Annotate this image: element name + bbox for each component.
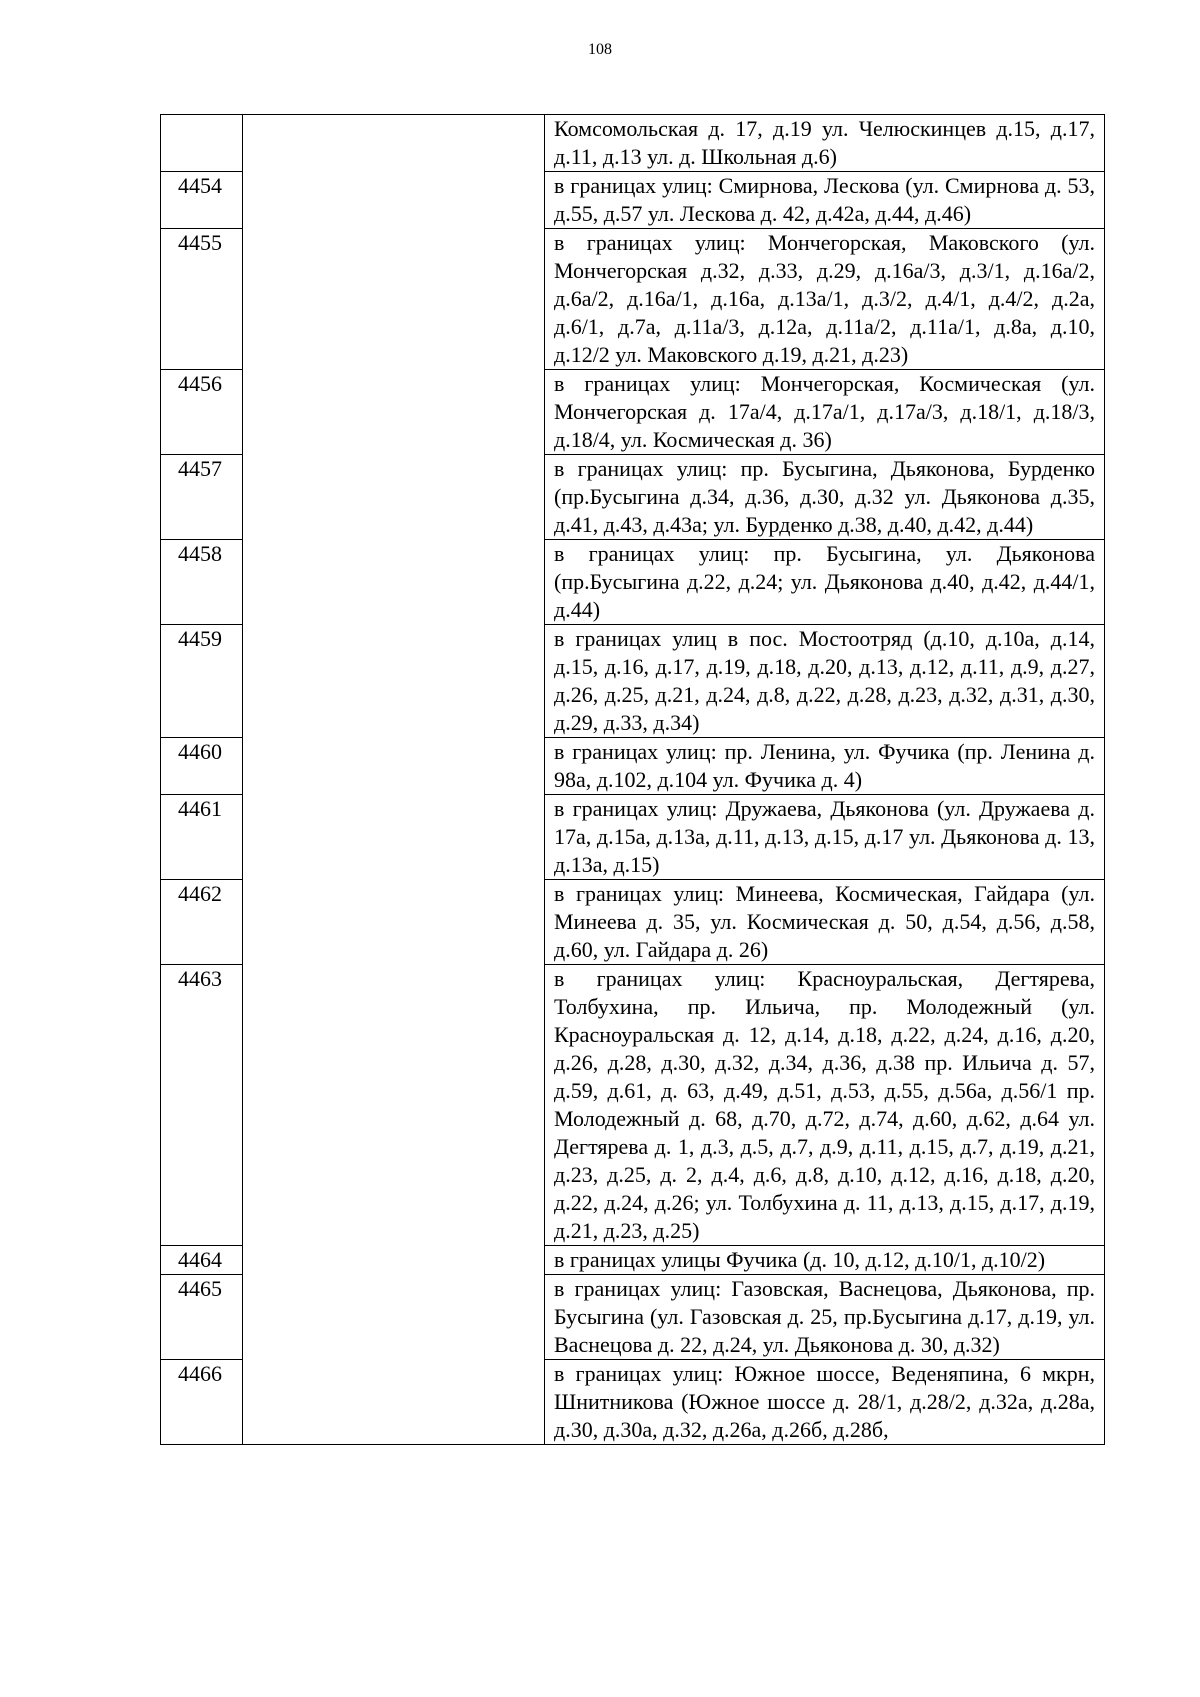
boundary-description-cell: в границах улиц: пр. Бусыгина, Дьяконова, Бурденко (пр.Бусыгина д.34, д.36, д.30, д.32 ул. Дьяконова д.35, д.41, д.43, д.43а; ул. Бурденко д.38, д.40, д.42, д.44) xyxy=(545,455,1105,540)
boundary-description-cell: в границах улиц в пос. Мостоотряд (д.10, д.10а, д.14, д.15, д.16, д.17, д.19, д.18, д.20, д.13, д.12, д.11, д.9, д.27, д.26, д.25, д.21, д.24, д.8, д.22, д.28, д.23, д.32, д.31, д.30, д.29, д.33, д.34) xyxy=(545,625,1105,738)
precinct-number-cell: 4455 xyxy=(161,229,243,370)
empty-cell xyxy=(243,172,545,229)
table-row xyxy=(161,115,1105,172)
boundary-description-cell: в границах улиц: пр. Ленина, ул. Фучика (пр. Ленина д. 98а, д.102, д.104 ул. Фучика д. 4) xyxy=(545,738,1105,795)
empty-cell xyxy=(243,370,545,455)
empty-cell xyxy=(243,1275,545,1360)
table-row xyxy=(161,738,1105,795)
boundary-description-cell: в границах улиц: пр. Бусыгина, ул. Дьяконова (пр.Бусыгина д.22, д.24; ул. Дьяконова д.40, д.42, д.44/1, д.44) xyxy=(545,540,1105,625)
address-table xyxy=(160,114,1105,1445)
precinct-number-cell: 4466 xyxy=(161,1360,243,1445)
table-row xyxy=(161,229,1105,370)
table-row xyxy=(161,1246,1105,1275)
boundary-description-cell: в границах улиц: Мончегорская, Маковского (ул. Мончегорская д.32, д.33, д.29, д.16а/3, д.3/1, д.16а/2, д.6а/2, д.16а/1, д.16а, д.13а/1, д.3/2, д.4/1, д.4/2, д.2а, д.6/1, д.7а, д.11а/3, д.12а, д.11а/2, д.11а/1, д.8а, д.10, д.12/2 ул. Маковского д.19, д.21, д.23) xyxy=(545,229,1105,370)
boundary-description-cell: в границах улиц: Дружаева, Дьяконова (ул. Дружаева д. 17а, д.15а, д.13а, д.11, д.13, д.15, д.17 ул. Дьяконова д. 13, д.13а, д.15) xyxy=(545,795,1105,880)
precinct-number-cell: 4454 xyxy=(161,172,243,229)
table-row xyxy=(161,370,1105,455)
precinct-number-cell: 4457 xyxy=(161,455,243,540)
boundary-description-cell: в границах улиц: Газовская, Васнецова, Дьяконова, пр. Бусыгина (ул. Газовская д. 25, пр.Бусыгина д.17, д.19, ул. Васнецова д. 22, д.24, ул. Дьяконова д. 30, д.32) xyxy=(545,1275,1105,1360)
empty-cell xyxy=(243,625,545,738)
precinct-number-cell: 4460 xyxy=(161,738,243,795)
table-row xyxy=(161,625,1105,738)
precinct-number-cell: 4462 xyxy=(161,880,243,965)
empty-cell xyxy=(243,1360,545,1445)
precinct-number-cell: 4459 xyxy=(161,625,243,738)
page-number: 108 xyxy=(588,41,612,58)
boundary-description-cell: Комсомольская д. 17, д.19 ул. Челюскинцев д.15, д.17, д.11, д.13 ул. д. Школьная д.6) xyxy=(545,115,1105,172)
table-row xyxy=(161,795,1105,880)
precinct-number-cell: 4464 xyxy=(161,1246,243,1275)
precinct-number-cell: 4463 xyxy=(161,965,243,1246)
boundary-description-cell: в границах улиц: Минеева, Космическая, Гайдара (ул. Минеева д. 35, ул. Космическая д. 50, д.54, д.56, д.58, д.60, ул. Гайдара д. 26) xyxy=(545,880,1105,965)
boundary-description-cell: в границах улицы Фучика (д. 10, д.12, д.10/1, д.10/2) xyxy=(545,1246,1105,1275)
table-row xyxy=(161,1360,1105,1445)
empty-cell xyxy=(243,1246,545,1275)
boundary-description-cell: в границах улиц: Мончегорская, Космическая (ул. Мончегорская д. 17а/4, д.17а/1, д.17а/3, д.18/1, д.18/3, д.18/4, ул. Космическая д. 36) xyxy=(545,370,1105,455)
empty-cell xyxy=(243,115,545,172)
table-row xyxy=(161,455,1105,540)
empty-cell xyxy=(243,540,545,625)
table-row xyxy=(161,880,1105,965)
precinct-number-cell: 4456 xyxy=(161,370,243,455)
precinct-number-cell: 4465 xyxy=(161,1275,243,1360)
empty-cell xyxy=(243,795,545,880)
empty-cell xyxy=(243,229,545,370)
table-body xyxy=(161,115,1105,1445)
boundary-description-cell: в границах улиц: Красноуральская, Дегтярева, Толбухина, пр. Ильича, пр. Молодежный (ул. Красноуральская д. 12, д.14, д.18, д.22, д.24, д.16, д.20, д.26, д.28, д.30, д.32, д.34, д.36, д.38 пр. Ильича д. 57, д.59, д.61, д. 63, д.49, д.51, д.53, д.55, д.56а, д.56/1 пр. Молодежный д. 68, д.70, д.72, д.74, д.60, д.62, д.64 ул. Дегтярева д. 1, д.3, д.5, д.7, д.9, д.11, д.15, д.7, д.19, д.21, д.23, д.25, д. 2, д.4, д.6, д.8, д.10, д.12, д.16, д.18, д.20, д.22, д.24, д.26; ул. Толбухина д. 11, д.13, д.15, д.17, д.19, д.21, д.23, д.25) xyxy=(545,965,1105,1246)
precinct-number-cell: 4458 xyxy=(161,540,243,625)
boundary-description-cell: в границах улиц: Смирнова, Лескова (ул. Смирнова д. 53, д.55, д.57 ул. Лескова д. 42, д.42а, д.44, д.46) xyxy=(545,172,1105,229)
table-row xyxy=(161,540,1105,625)
boundary-description-cell: в границах улиц: Южное шоссе, Веденяпина, 6 мкрн, Шнитникова (Южное шоссе д. 28/1, д.28/2, д.32а, д.28а, д.30, д.30а, д.32, д.26а, д.26б, д.28б, xyxy=(545,1360,1105,1445)
precinct-number-cell: 4461 xyxy=(161,795,243,880)
empty-cell xyxy=(243,965,545,1246)
empty-cell xyxy=(243,455,545,540)
empty-cell xyxy=(243,880,545,965)
empty-cell xyxy=(243,738,545,795)
table-row xyxy=(161,1275,1105,1360)
table-row xyxy=(161,965,1105,1246)
precinct-number-cell xyxy=(161,115,243,172)
table-row xyxy=(161,172,1105,229)
